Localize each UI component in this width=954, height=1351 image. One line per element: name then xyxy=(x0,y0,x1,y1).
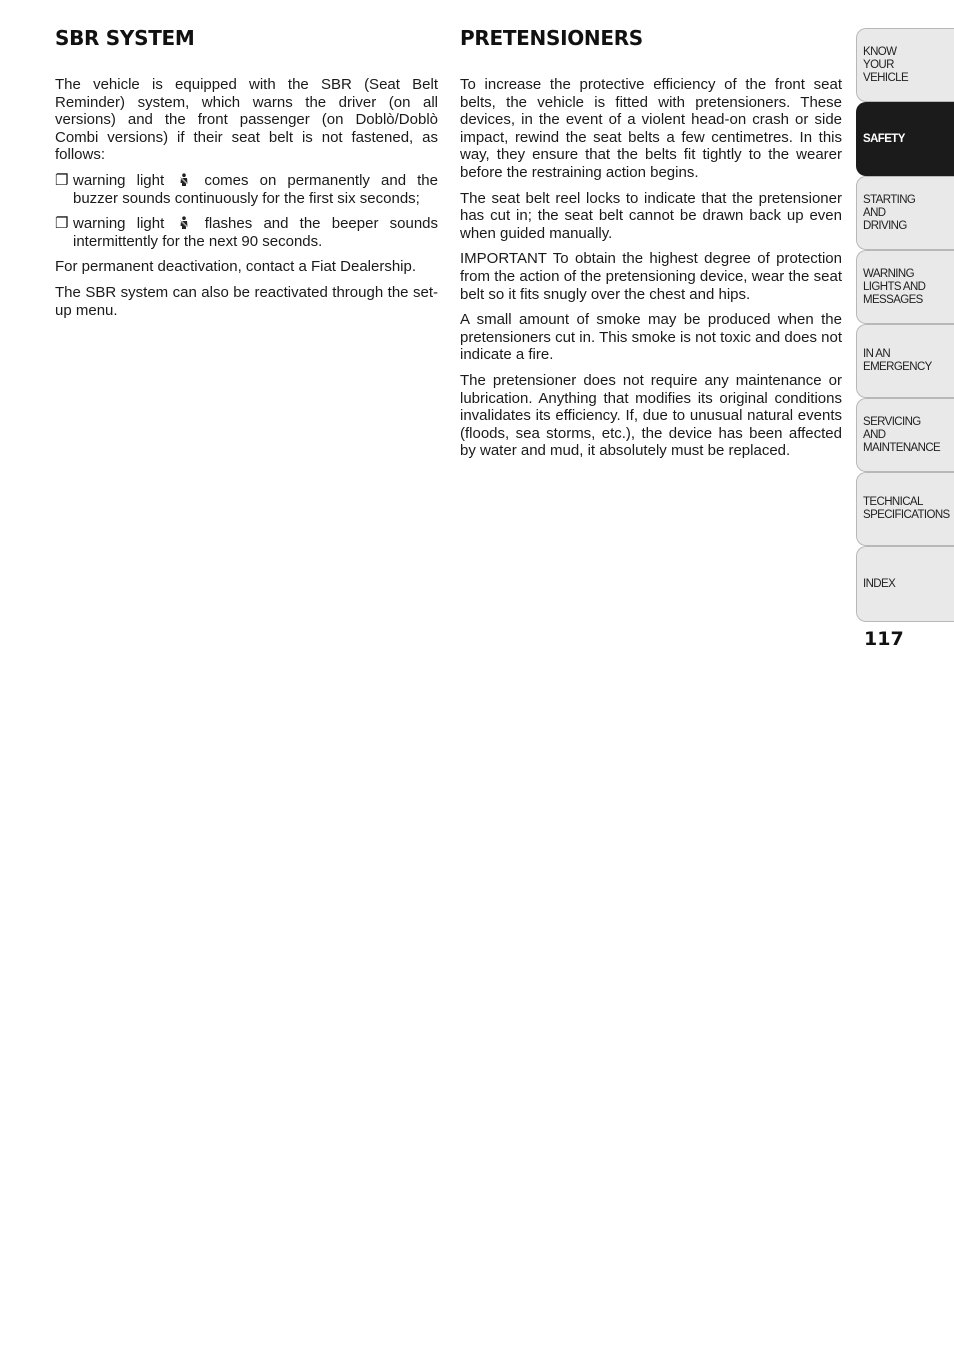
pretensioners-paragraph: To increase the protective efficiency of the front seat belts, the vehicle is fitted with pretensioners. These devices, in the event of a violent head-on crash or side impact, rewind the seat belts a few centimetres. In this way, they ensure that the belts fit tightly to the wearer before the restraining action begins. xyxy=(460,76,842,181)
deactivation-paragraph: For permanent deactivation, contact a Fiat Dealership. xyxy=(55,258,417,276)
bullet-text-after: flashes and the beeper sounds intermittently for the next 90 seconds. xyxy=(73,215,439,250)
sbr-system-section xyxy=(55,24,438,327)
tab-in-an-emergency[interactable]: IN AN EMERGENCY xyxy=(856,324,954,398)
tab-starting-and-driving[interactable]: STARTING AND DRIVING xyxy=(856,176,954,250)
seatbelt-warning-icon xyxy=(177,173,191,187)
bullet-text-before: warning light xyxy=(73,171,165,189)
sbr-intro-paragraph: The vehicle is equipped with the SBR (Seat Belt Reminder) system, which warns the driver (on all versions) and the front passenger (on Doblò/Doblò Combi versions) if their seat belt is not fastened, as follows: xyxy=(55,76,438,164)
pretensioners-paragraph: The pretensioner does not require any maintenance or lubrication. Anything that modifies its original conditions invalidates its efficiency. If, due to unusual natural events (floods, sea storms, etc.), the device has been affected by water and mud, it absolutely must be replaced. xyxy=(460,371,842,460)
pretensioners-title: PRETENSIONERS xyxy=(460,26,643,50)
bullet-text xyxy=(73,215,438,250)
sbr-system-title: SBR SYSTEM xyxy=(55,26,195,50)
tab-safety[interactable]: SAFETY xyxy=(856,102,954,176)
tab-index[interactable]: INDEX xyxy=(856,546,954,622)
bullet-text-after: comes on permanently and the buzzer sounds continuously for the first six seconds; xyxy=(73,171,438,207)
tab-servicing-and-maintenance[interactable]: SERVICING AND MAINTENANCE xyxy=(856,398,954,472)
tab-technical-specifications[interactable]: TECHNICAL SPECIFICATIONS xyxy=(856,472,954,546)
checkbox-marker-icon: ❐ xyxy=(55,215,69,233)
pretensioners-paragraph: IMPORTANT To obtain the highest degree of protection from the action of the pretensioning device, wear the seat belt so it fits snugly over the chest and hips. xyxy=(460,250,842,303)
pretensioners-paragraph: A small amount of smoke may be produced when the pretensioners cut in. This smoke is not toxic and does not indicate a fire. xyxy=(460,311,842,364)
bullet-item-permanent xyxy=(55,172,438,207)
pretensioners-section xyxy=(460,24,842,468)
seatbelt-warning-icon xyxy=(177,216,191,230)
tab-warning-lights-and-messages[interactable]: WARNING LIGHTS AND MESSAGES xyxy=(856,250,954,324)
bullet-item-flashing xyxy=(55,215,438,250)
pretensioners-paragraph: The seat belt reel locks to indicate that the pretensioner has cut in; the seat belt cannot be drawn back up even when guided manually. xyxy=(460,189,842,242)
bullet-text-before: warning light xyxy=(73,215,165,233)
bullet-text xyxy=(73,172,438,207)
checkbox-marker-icon: ❐ xyxy=(55,171,69,189)
reactivation-paragraph: The SBR system can also be reactivated through the set-up menu. xyxy=(55,283,438,319)
page-number: 117 xyxy=(864,628,904,650)
tab-know-your-vehicle[interactable]: KNOW YOUR VEHICLE xyxy=(856,28,954,102)
